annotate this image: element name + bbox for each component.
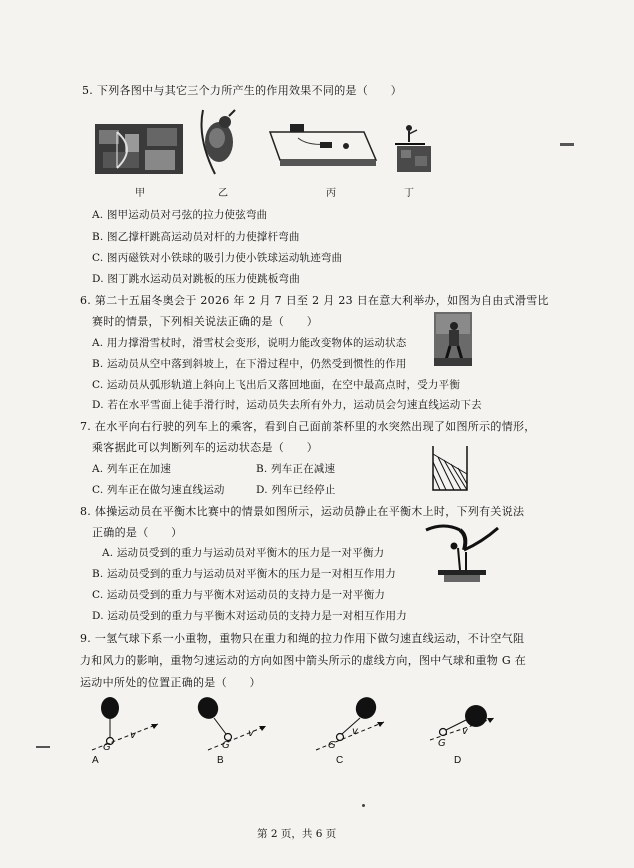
q9-a-weight-label: G: [103, 742, 111, 753]
q9-d-weight-label: G: [438, 738, 446, 749]
q5-caption-jia: 甲: [135, 188, 145, 199]
q7-figure-cup: [430, 444, 470, 492]
q6-option-c: C. 运动员从弧形轨道上斜向上飞出后又落回地面，在空中最高点时，受力平衡: [92, 379, 461, 391]
page-footer: 第 2 页，共 6 页: [257, 828, 337, 840]
q9-diagram-b: [190, 692, 270, 754]
q9-diagram-c: [312, 692, 392, 754]
q6-figure-skier: [434, 312, 472, 366]
q8-figure-gymnast: [424, 520, 504, 584]
q5-figure-yi: [195, 108, 243, 176]
q7-option-a: A. 列车正在加速: [92, 463, 172, 475]
q5-caption-yi: 乙: [218, 188, 228, 199]
q5-caption-ding: 丁: [404, 188, 414, 199]
q9-stem-line2: 力和风力的影响，重物匀速运动的方向如图中箭头所示的虚线方向，图中气球和重物 G 在: [80, 654, 527, 667]
q9-caption-c: C: [336, 755, 344, 766]
q6-option-a: A. 用力撑滑雪杖时，滑雪杖会变形，说明力能改变物体的运动状态: [92, 337, 407, 349]
q9-d-velocity-label: v: [462, 726, 468, 737]
q7-option-b: B. 列车正在减速: [256, 463, 336, 475]
q8-option-a: A. 运动员受到的重力与运动员对平衡木的压力是一对平衡力: [102, 547, 385, 559]
q9-stem-line1: 9. 一氢气球下系一小重物，重物只在重力和绳的拉力作用下做匀速直线运动，不计空气阻: [80, 632, 525, 645]
q6-stem-line1: 6. 第二十五届冬奥会于 2026 年 2 月 7 日至 2 月 23 日在意大利举办，如图为自由式滑雪比: [80, 294, 549, 307]
q5-figure-jia: [95, 124, 183, 174]
q6-option-b: B. 运动员从空中落到斜坡上，在下滑过程中，仍然受到惯性的作用: [92, 358, 407, 370]
q9-c-velocity-label: v: [352, 726, 358, 737]
q5-figure-ding: [395, 122, 433, 172]
q6-option-d: D. 若在水平雪面上徒手滑行时，运动员失去所有外力，运动员会匀速直线运动下去: [92, 399, 482, 411]
q8-option-b: B. 运动员受到的重力与运动员对平衡木的压力是一对相互作用力: [92, 568, 396, 580]
q9-caption-d: D: [454, 755, 462, 766]
q5-option-d: D. 图丁跳水运动员对跳板的压力使跳板弯曲: [92, 273, 300, 285]
q8-option-c: C. 运动员受到的重力与平衡木对运动员的支持力是一对平衡力: [92, 589, 386, 601]
q5-caption-bing: 丙: [326, 188, 336, 199]
q9-stem-line3: 运动中所处的位置正确的是（ ）: [80, 676, 261, 689]
q5-option-c: C. 图丙磁铁对小铁球的吸引力使小铁球运动轨迹弯曲: [92, 252, 343, 264]
q9-caption-a: A: [92, 755, 99, 766]
q7-option-c: C. 列车正在做匀速直线运动: [92, 484, 225, 496]
q5-option-b: B. 图乙撑杆跳高运动员对杆的力使撑杆弯曲: [92, 231, 300, 243]
q5-option-a: A. 图甲运动员对弓弦的拉力使弦弯曲: [92, 209, 268, 221]
q7-stem-line2: 乘客据此可以判断列车的运动状态是（ ）: [92, 441, 318, 454]
q5-stem: 5. 下列各图中与其它三个力所产生的作用效果不同的是（ ）: [82, 84, 402, 97]
margin-mark: [560, 143, 574, 146]
q9-caption-b: B: [217, 755, 224, 766]
q8-option-d: D. 运动员受到的重力与平衡木对运动员的支持力是一对相互作用力: [92, 610, 407, 622]
q9-b-velocity-label: v: [248, 728, 254, 739]
q7-option-d: D. 列车已经停止: [256, 484, 336, 496]
q7-stem-line1: 7. 在水平向右行驶的列车上的乘客，看到自己面前茶杯里的水突然出现了如图所示的情形，: [80, 420, 536, 433]
q9-b-weight-label: G: [222, 740, 230, 751]
q8-stem-line2: 正确的是（ ）: [92, 526, 183, 539]
q9-diagram-a: [88, 694, 164, 754]
q9-a-velocity-label: v: [130, 730, 136, 741]
margin-dot: [362, 804, 365, 807]
q6-stem-line2: 赛时的情景，下列相关说法正确的是（ ）: [92, 315, 318, 328]
q5-figure-bing: [268, 122, 378, 170]
margin-mark: [36, 746, 50, 748]
q9-c-weight-label: G: [328, 740, 336, 751]
q8-stem-line1: 8. 体操运动员在平衡木比赛中的情景如图所示，运动员静止在平衡木上时，下列有关说法: [80, 505, 525, 518]
